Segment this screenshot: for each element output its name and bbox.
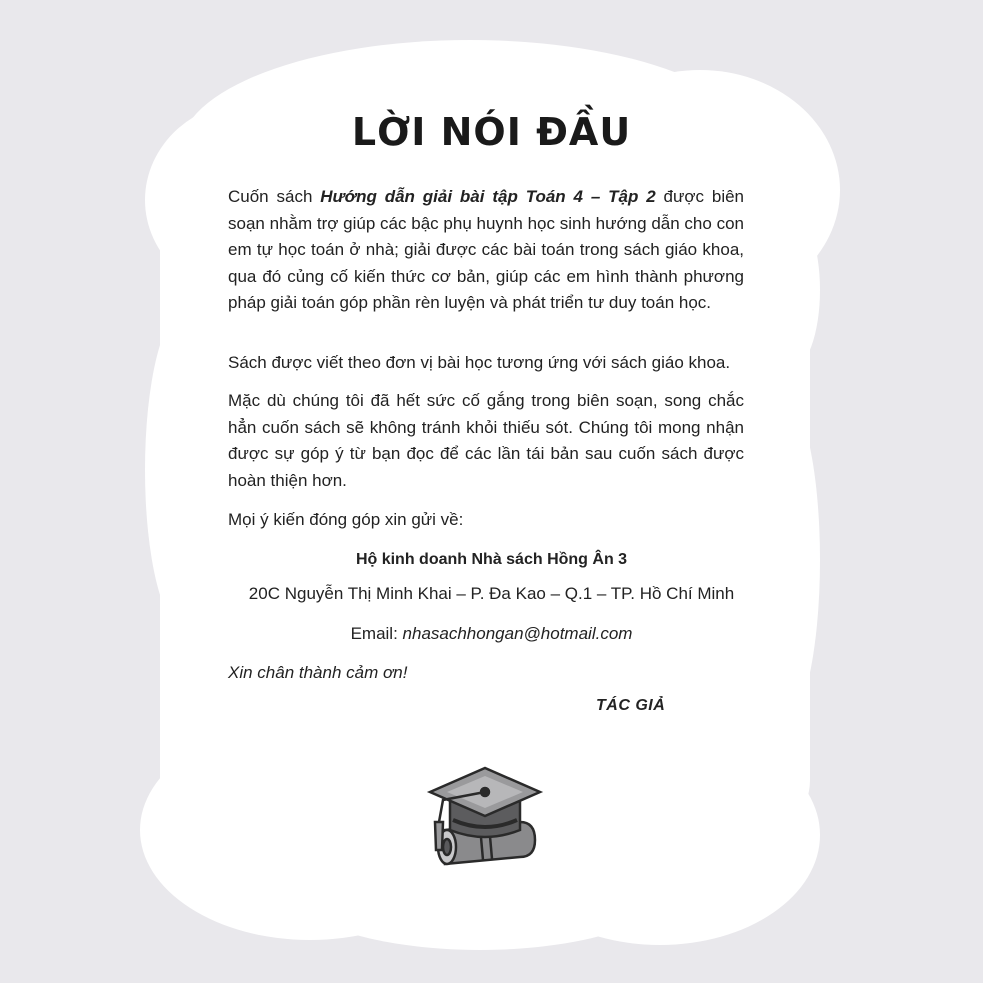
thanks-line: Xin chân thành cảm ơn! (228, 663, 408, 682)
author-signature: TÁC GIẢ (596, 697, 666, 714)
intro-suffix: được biên soạn nhằm trợ giúp các bậc phụ huynh học sinh hướng dẫn cho con em tự học toán ở nhà; giải được các bài toán trong sách giáo khoa, qua đó củng cố kiến thức cơ bản, giúp các em hình thành phương pháp giải toán góp phần rèn luyện và phát triển tư duy toán học. (228, 187, 744, 312)
paragraph-structure: Sách được viết theo đơn vị bài học tương ứng với sách giáo khoa. (228, 353, 731, 372)
intro-prefix: Cuốn sách (228, 187, 321, 206)
publisher-name: Hộ kinh doanh Nhà sách Hồng Ân 3 (355, 551, 628, 568)
paragraph-intro (228, 184, 744, 317)
email-address[interactable]: nhasachhongan@hotmail.com (402, 624, 633, 643)
page-title: LỜI NÓI ĐẦU (351, 110, 632, 154)
publisher-address: 20C Nguyễn Thị Minh Khai – P. Đa Kao – Q.1 – TP. Hồ Chí Minh (248, 584, 735, 603)
email-line (0, 624, 983, 644)
graduation-cap-and-diploma-icon (425, 760, 545, 870)
book-title: Hướng dẫn giải bài tập Toán 4 – Tập 2 (320, 187, 656, 206)
email-label: Email: (350, 624, 403, 643)
contact-intro: Mọi ý kiến đóng góp xin gửi về: (228, 510, 464, 529)
paragraph-apology: Mặc dù chúng tôi đã hết sức cố gắng trong biên soạn, song chắc hẳn cuốn sách sẽ không tránh khỏi thiếu sót. Chúng tôi mong nhận được sự góp ý từ bạn đọc để các lần tái bản sau cuốn sách được hoàn thiện hơn. (228, 391, 744, 490)
